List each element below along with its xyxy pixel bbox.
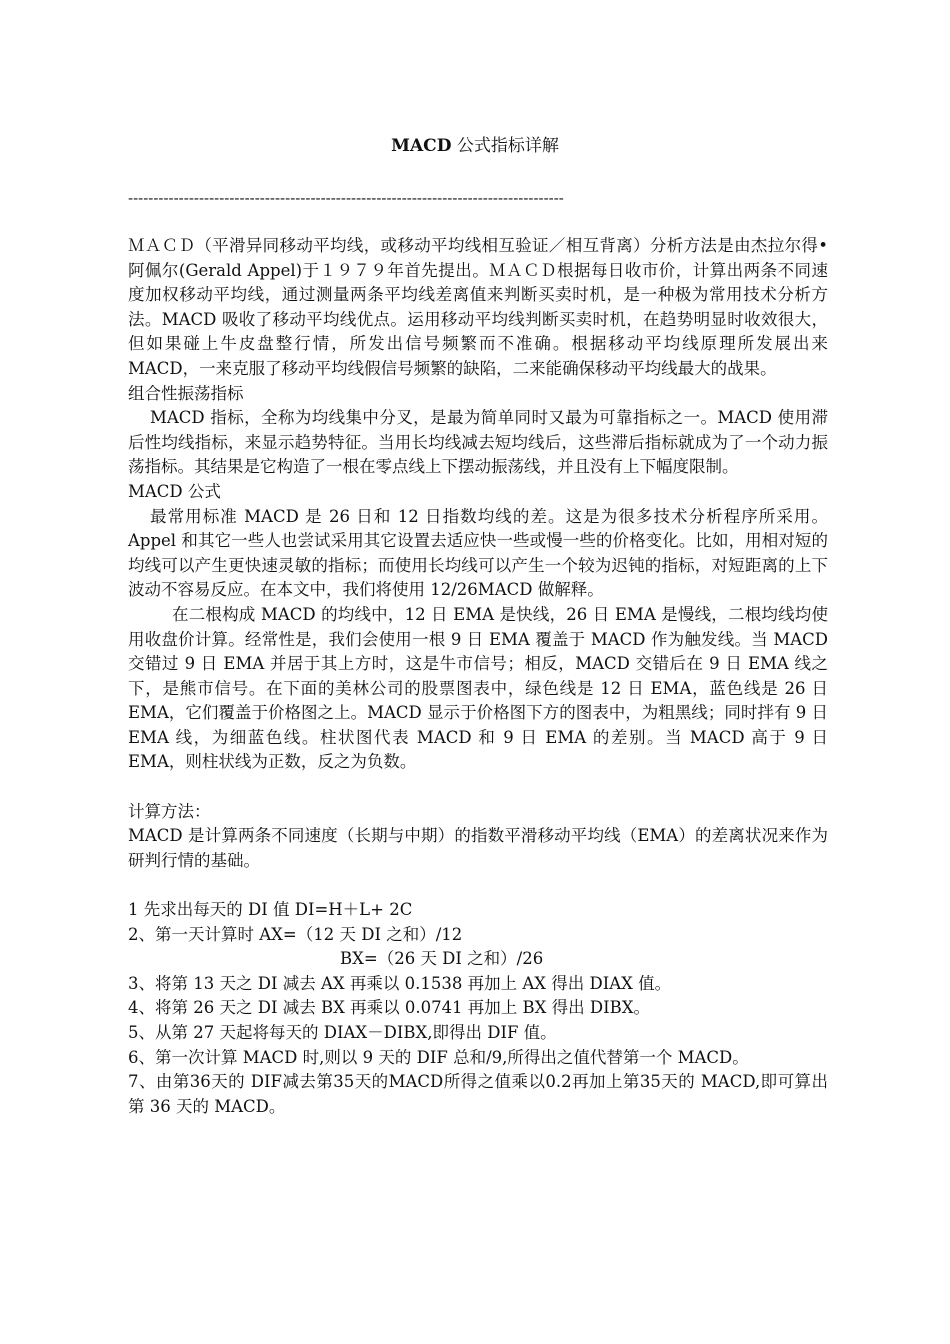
section-heading-calculation: 计算方法： xyxy=(128,801,211,821)
step-item: 3、将第 13 天之 DI 减去 AX 再乘以 0.1538 再加上 AX 得出 DIAX 值。 xyxy=(128,973,672,993)
step-item: BX=（26 天 DI 之和）/26 xyxy=(340,949,544,969)
document-body xyxy=(128,234,828,1119)
blank-line xyxy=(128,775,828,800)
step-item: 2、第一天计算时 AX=（12 天 DI 之和）/12 xyxy=(128,924,463,944)
step-item: 1 先求出每天的 DI 值 DI=H＋L+ 2C xyxy=(128,900,413,920)
blank-line xyxy=(128,873,828,898)
section-heading-oscillator: 组合性振荡指标 xyxy=(128,383,244,403)
formula-paragraph: 最常用标准 MACD 是 26 日和 12 日指数均线的差。这是为很多技术分析程序所采用。Appel 和其它一些人也尝试采用其它设置去适应快一些或慢一些的价格变化。比如，用相对短的均线可以产生更快速灵敏的指标；而使用长均线可以产生一个较为迟钝的指标，对短距离的上下波动不容易反应。在本文中，我们将使用 12/26MACD 做解释。 xyxy=(128,506,828,600)
intro-paragraph: ＭＡＣＤ（平滑异同移动平均线，或移动平均线相互验证／相互背离）分析方法是由杰拉尔得•阿佩尔(Gerald Appel)于１９７９年首先提出。ＭＡＣＤ根据每日收市价，计算出两条不同速度加权移动平均线，通过测量两条平均线差离值来判断买卖时机，是一种极为常用技术分析方法。MACD 吸收了移动平均线优点。运用移动平均线判断买卖时机，在趋势明显时收效很大，但如果碰上牛皮盘整行情，所发出信号频繁而不准确。根据移动平均线原理所发展出来 MACD，一来克服了移动平均线假信号频繁的缺陷，二来能确保移动平均线最大的战果。 xyxy=(128,236,828,378)
ema-paragraph: 在二根构成 MACD 的均线中，12 日 EMA 是快线，26 日 EMA 是慢线，二根均线均使用收盘价计算。经常性是，我们会使用一根 9 日 EMA 覆盖于 MACD 作为触发线。当 MACD 交错过 9 日 EMA 并居于其上方时，这是牛市信号；相反，MACD 交错后在 9 日 EMA 线之下，是熊市信号。在下面的美林公司的股票图表中，绿色线是 12 日 EMA，蓝色线是 26 日 EMA，它们覆盖于价格图之上。MACD 显示于价格图下方的图表中，为粗黑线；同时拌有 9 日 EMA 线，为细蓝色线。柱状图代表 MACD 和 9 日 EMA 的差别。当 MACD 高于 9 日 EMA，则柱状线为正数，反之为负数。 xyxy=(128,604,828,772)
step-item: 4、将第 26 天之 DI 减去 BX 再乘以 0.0741 再加上 BX 得出 DIBX。 xyxy=(128,998,651,1018)
page-title xyxy=(0,134,950,158)
section-heading-formula: MACD 公式 xyxy=(128,481,221,501)
calculation-paragraph: MACD 是计算两条不同速度（长期与中期）的指数平滑移动平均线（EMA）的差离状况来作为研判行情的基础。 xyxy=(128,826,828,870)
step-item: 7、由第36天的 DIF减去第35天的MACD所得之值乘以0.2再加上第35天的 MACD,即可算出第 36 天的 MACD。 xyxy=(128,1072,828,1116)
step-item: 5、从第 27 天起将每天的 DIAX－DIBX,即得出 DIF 值。 xyxy=(128,1023,557,1042)
divider: -------------------------------------------------------------------------------------- xyxy=(128,189,564,207)
step-item: 6、第一次计算 MACD 时,则以 9 天的 DIF 总和/9,所得出之值代替第一个 MACD。 xyxy=(128,1047,749,1067)
title-text: 公式指标详解 xyxy=(451,136,559,156)
title-bold: MACD xyxy=(391,136,452,156)
oscillator-paragraph: MACD 指标，全称为均线集中分叉，是最为简单同时又最为可靠指标之一。MACD 使用滞后性均线指标，来显示趋势特征。当用长均线减去短均线后，这些滞后指标就成为了一个动力振荡指标。其结果是它构造了一根在零点线上下摆动振荡线，并且没有上下幅度限制。 xyxy=(128,408,828,477)
